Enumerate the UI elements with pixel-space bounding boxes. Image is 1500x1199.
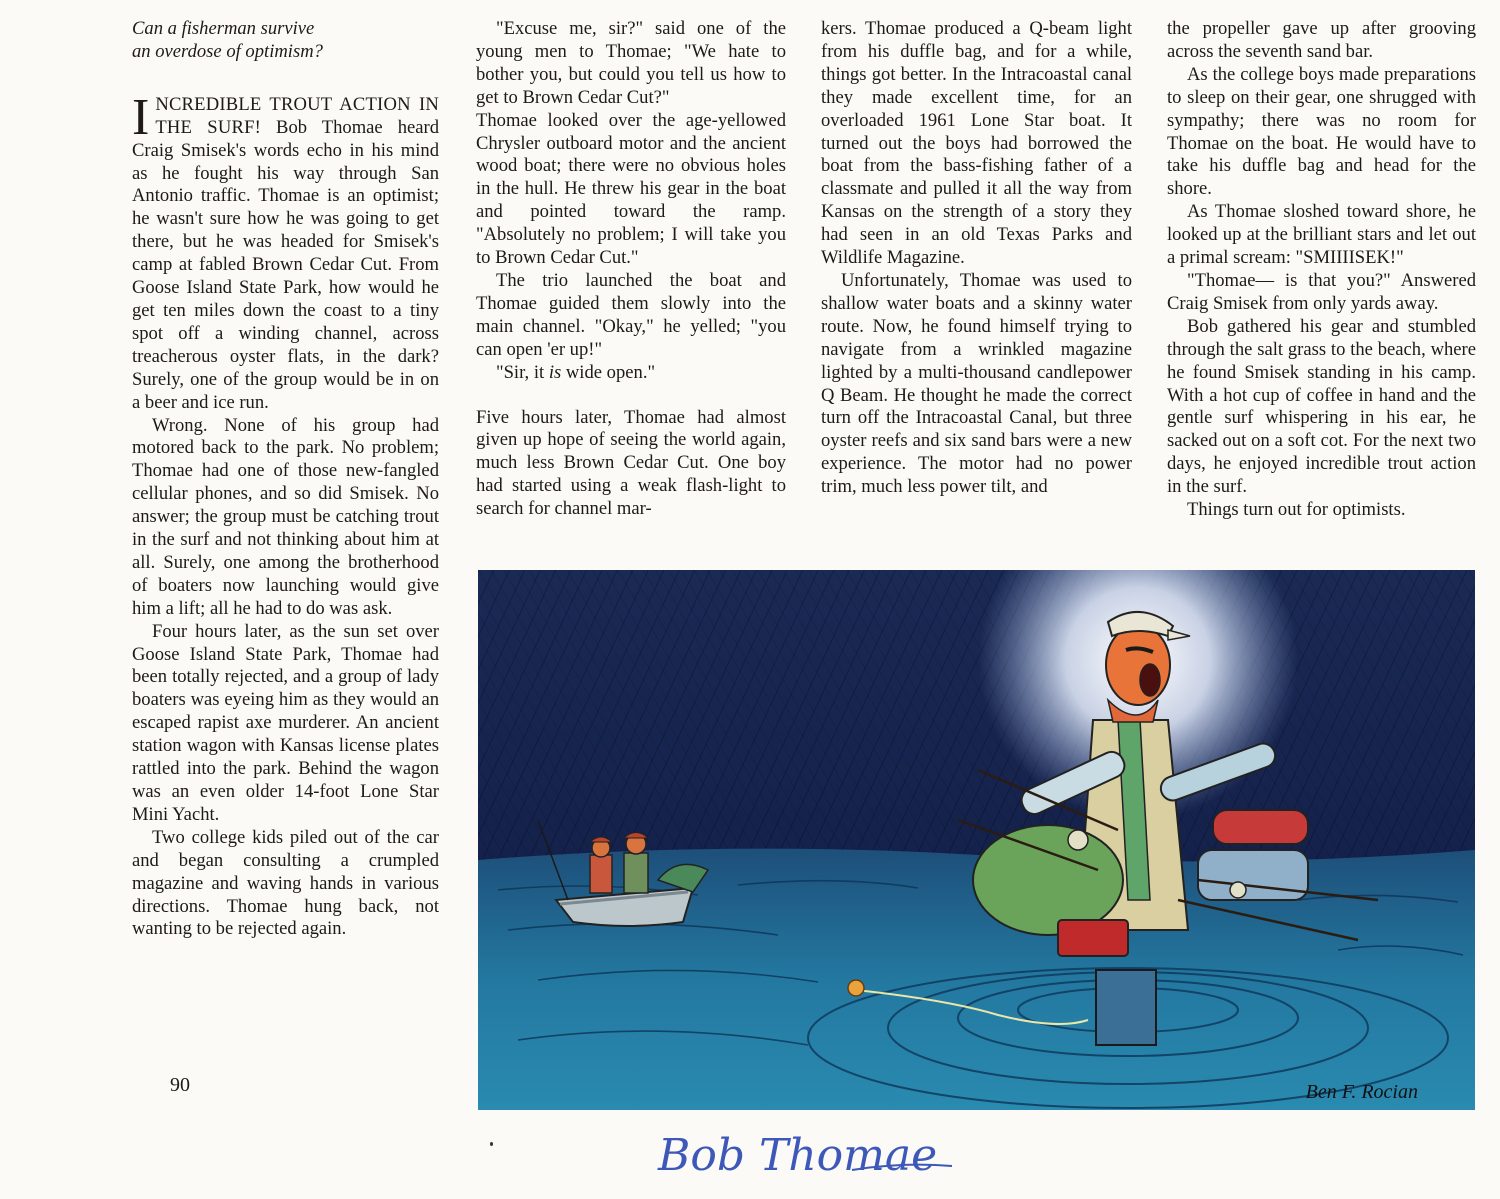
paragraph: As Thomae sloshed toward shore, he looked up at the brilliant stars and let out a primal scream: "SMIIIISEK!": [1167, 201, 1476, 269]
paragraph: "Thomae— is that you?" Answered Craig Smisek from only yards away.: [1167, 269, 1476, 314]
paragraph: kers. Thomae produced a Q-beam light from his duffle bag, and for a while, things got better. In the Intracoastal canal they made excellent time, for an overloaded 1961 Lone Star boat. It turned out the boys had borrowed the boat from the bass-fishing father of a classmate and pulled it all the way from Kansas on the strength of a story they had seen in an old Texas Parks and Wildlife Magazine.: [821, 18, 1132, 269]
paragraph: Wrong. None of his group had motored back to the park. No problem; Thomae had one of those new-fangled cellular phones, and so did Smisek. No answer; the group must be catching trout in the surf and not thinking about him at all. Surely, one among the brotherhood of boaters now launching would give him a lift; all he had to do was ask.: [132, 414, 439, 619]
paragraph: Things turn out for optimists.: [1187, 499, 1406, 521]
paragraph: The trio launched the boat and Thomae guided them slowly into the main channel. "Okay," he yelled; "you can open 'er up!": [476, 269, 786, 360]
artist-signature: Ben F. Rocian: [1305, 1081, 1418, 1103]
lead-text: Bob Thomae heard Craig Smisek's words echo in his mind as he fought his way through San Antonio traffic. Thomae is an optimist; he wasn't sure how he was going to get there, but he was headed for Smisek's camp at fabled Brown Cedar Cut. From Goose Island State Park, how would he get ten miles down the coast to a tiny spot off a winding channel, across treacherous oyster flats, in the dark? Surely, one of the group would be in on a beer and ice run.: [132, 116, 439, 413]
paragraph: Thomae looked over the age-yellowed Chrysler outboard motor and the ancient wood boat; there were no obvious holes in the hull. He threw his gear in the boat and pointed toward the ramp. "Absolutely no problem; I will take you to Brown Cedar Cut.": [476, 109, 786, 269]
paragraph: Five hours later, Thomae had almost given up hope of seeing the world again, much less Brown Cedar Cut. One boy had started using a weak flash-light to search for channel mar-: [476, 406, 786, 520]
speck: [490, 1142, 493, 1146]
paragraph: "Excuse me, sir?" said one of the young men to Thomae; "We hate to bother you, but could you tell us how to get to Brown Cedar Cut?": [476, 18, 786, 108]
paragraph: Bob gathered his gear and stumbled through the salt grass to the beach, where he found Smisek standing in his camp. With a hot cup of coffee in hand and the gentle surf whispering in his ear, he sacked out on a soft cot. For the next two days, he enjoyed incredible trout action in the surf.: [1167, 315, 1476, 498]
article-column-4: [1167, 18, 1476, 522]
article-column-1: [132, 18, 439, 941]
svg-text:Bob Thomae: Bob Thomae: [658, 1130, 938, 1181]
article-deck: Can a fisherman survive an overdose of optimism?: [132, 18, 323, 62]
paragraph: Four hours later, as the sun set over Goose Island State Park, Thomae had been totally rejected, and a group of lady boaters was eyeing him as they would an escaped rapist axe murderer. An ancient station wagon with Kansas license plates rattled into the park. Behind the wagon was an even older 14-foot Lone Star Mini Yacht.: [132, 620, 439, 825]
lead-in-caps: NCREDIBLE TROUT ACTION IN THE SURF!: [155, 93, 439, 138]
paragraph: As the college boys made preparations to sleep on their gear, one shrugged with sympathy; there was no room for Thomae on the boat. He would have to take his duffle bag and head for the shore.: [1167, 63, 1476, 200]
article-column-2: [476, 18, 786, 521]
paragraph: "Sir, it is wide open.": [496, 361, 656, 383]
autograph: [652, 1118, 972, 1188]
paragraph: Two college kids piled out of the car and began consulting a crumpled magazine and waving hands in various directions. Thomae hung back, not wanting to be rejected again.: [132, 826, 439, 940]
paragraph: Unfortunately, Thomae was used to shallow water boats and a skinny water route. Now, he found himself trying to navigate from a wrinkled magazine lighted by a multi-thousand candlepower Q Beam. He thought he made the correct turn off the Intracoastal Canal, but three oyster reefs and six sand bars were a new experience. The motor had no power trim, much less power tilt, and: [821, 269, 1132, 498]
lead-paragraph: [132, 88, 439, 415]
night-fishing-illustration: [478, 570, 1475, 1110]
article-column-3: [821, 18, 1132, 499]
drop-cap: I: [132, 88, 150, 146]
page-number: 90: [170, 1074, 190, 1096]
paragraph: the propeller gave up after grooving across the seventh sand bar.: [1167, 18, 1476, 62]
